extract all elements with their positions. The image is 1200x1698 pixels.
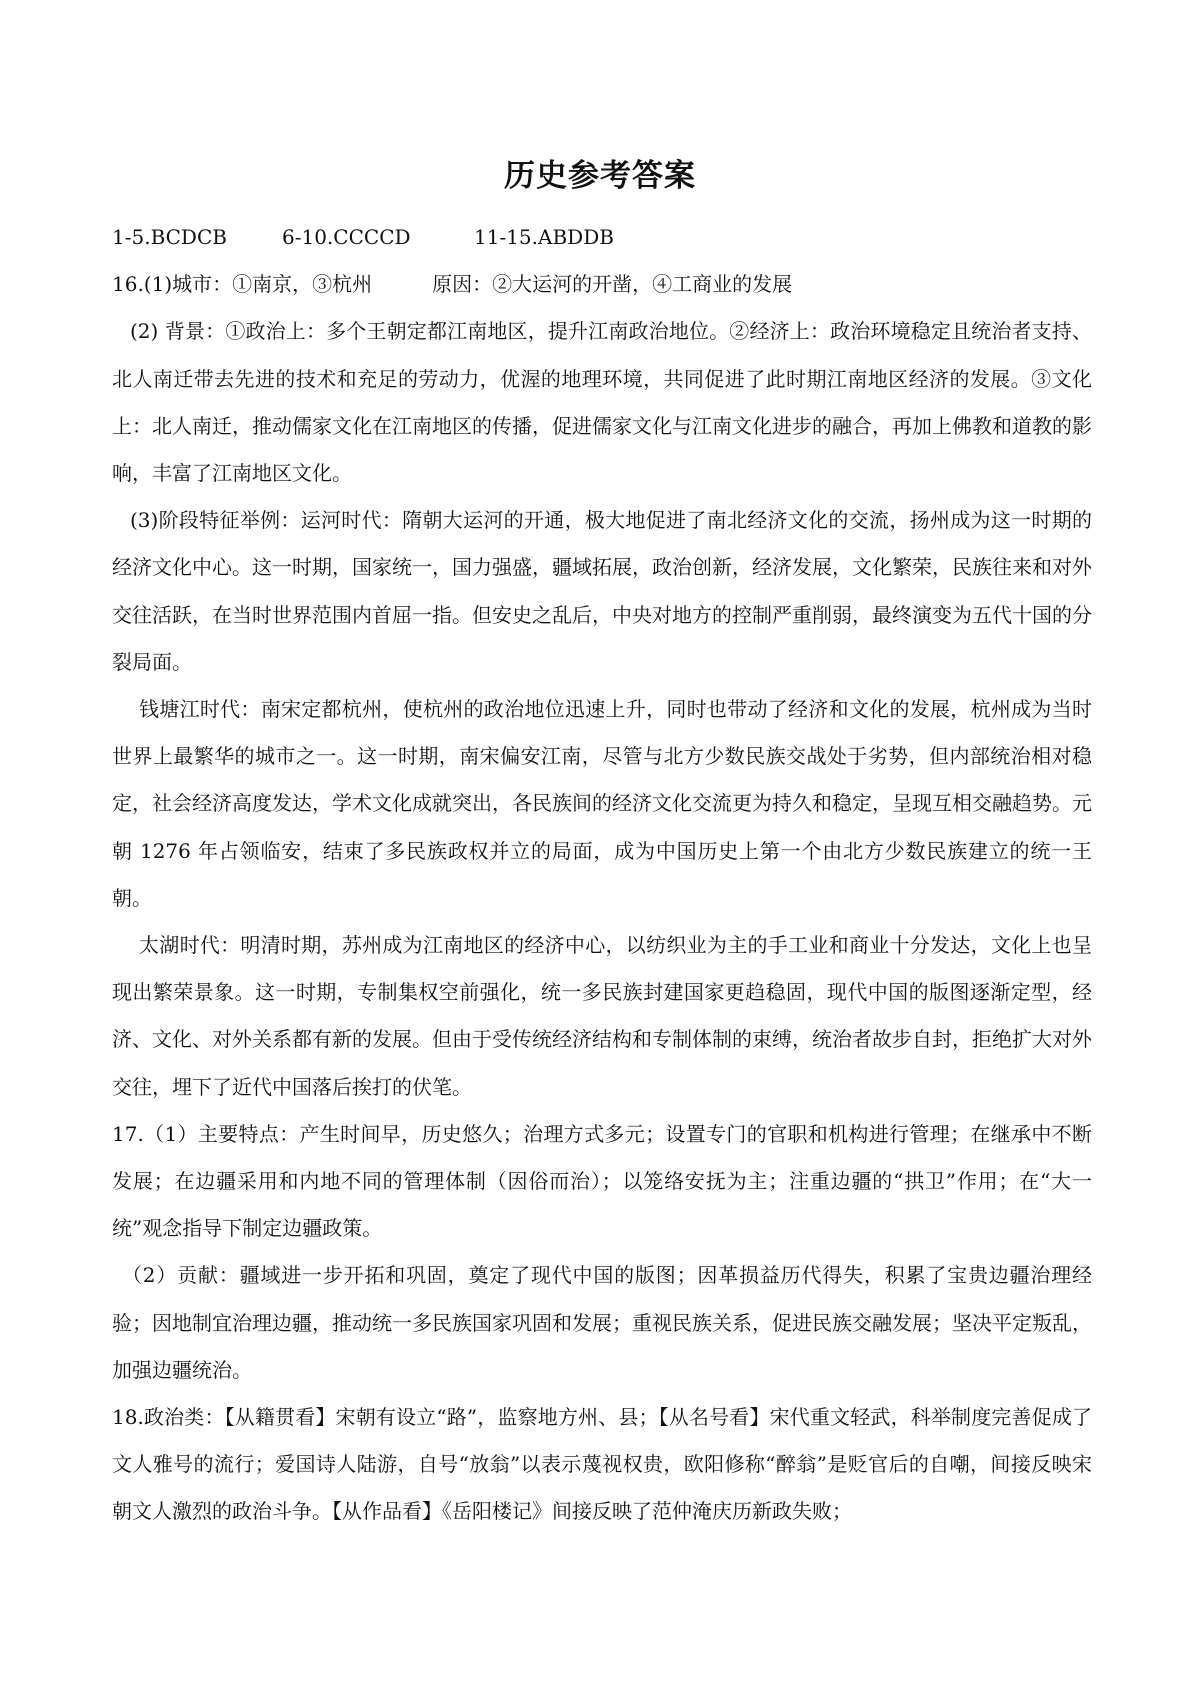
q16-part3-qiantang: 钱塘江时代：南宋定都杭州，使杭州的政治地位迅速上升，同时也带动了经济和文化的发展，杭州成为当时世界上最繁华的城市之一。这一时期，南宋偏安江南，尽管与北方少数民族交战处于劣势，但内部统治相对稳定，社会经济高度发达，学术文化成就突出，各民族间的经济文化交流更为持久和稳定，呈现互相交融趋势。元朝 1276 年占领临安，结束了多民族政权并立的局面，成为中国历史上第一个由北方少数民族建立的统一王朝。 (112, 697, 1092, 910)
mc-answer-11-15: 11-15.ABDDB (474, 225, 614, 249)
mc-answer-1-5: 1-5.BCDCB (112, 225, 227, 249)
q17-part1: 17.（1）主要特点：产生时间早，历史悠久；治理方式多元；设置专门的官职和机构进行管理；在继承中不断发展；在边疆采用和内地不同的管理体制（因俗而治）；以笼络安抚为主；注重边疆的“拱卫”作用；在“大一统”观念指导下制定边疆政策。 (112, 1121, 1092, 1241)
q18-part1: 18.政治类：【从籍贯看】宋朝有设立“路”，监察地方州、县；【从名号看】宋代重文轻武，科举制度完善促成了文人雅号的流行；爱国诗人陆游，自号“放翁”以表示蔑视权贵，欧阳修称“醉翁”是贬官后的自嘲，间接反映宋朝文人激烈的政治斗争。【从作品看】《岳阳楼记》间接反映了范仲淹庆历新政失败； (112, 1405, 1092, 1524)
mc-answer-6-10: 6-10.CCCCD (282, 225, 411, 249)
q16-part1: 16.(1)城市：①南京，③杭州 原因：②大运河的开凿，④工商业的发展 (112, 272, 793, 297)
q16-part2: (2) 背景：①政治上：多个王朝定都江南地区，提升江南政治地位。②经济上：政治环境稳定且统治者支持、北人南迁带去先进的技术和充足的劳动力，优渥的地理环境，共同促进了此时期江南地区经济的发展。③文化上：北人南迁，推动儒家文化在江南地区的传播，促进儒家文化与江南文化进步的融合，再加上佛教和道教的影响，丰富了江南地区文化。 (112, 319, 1092, 486)
answer-content (112, 214, 1092, 1536)
q16-part3: (3)阶段特征举例：运河时代：隋朝大运河的开通，极大地促进了南北经济文化的交流，扬州成为这一时期的经济文化中心。这一时期，国家统一，国力强盛，疆域拓展，政治创新，经济发展，文化繁荣，民族往来和对外交往活跃，在当时世界范围内首屈一指。但安史之乱后，中央对地方的控制严重削弱，最终演变为五代十国的分裂局面。 (112, 508, 1092, 674)
q17-part2: （2）贡献：疆域进一步开拓和巩固，奠定了现代中国的版图；因革损益历代得失，积累了宝贵边疆治理经验；因地制宜治理边疆，推动统一多民族国家巩固和发展；重视民族关系，促进民族交融发展；坚决平定叛乱，加强边疆统治。 (112, 1263, 1092, 1382)
page-title: 历史参考答案 (504, 158, 696, 194)
multiple-choice-answers (112, 214, 1092, 261)
q16-part3-taihu: 太湖时代：明清时期，苏州成为江南地区的经济中心，以纺织业为主的手工业和商业十分发达，文化上也呈现出繁荣景象。这一时期，专制集权空前强化，统一多民族封建国家更趋稳固，现代中国的版图逐渐定型，经济、文化、对外关系都有新的发展。但由于受传统经济结构和专制体制的束缚，统治者故步自封，拒绝扩大对外交往，埋下了近代中国落后挨打的伏笔。 (112, 933, 1092, 1099)
